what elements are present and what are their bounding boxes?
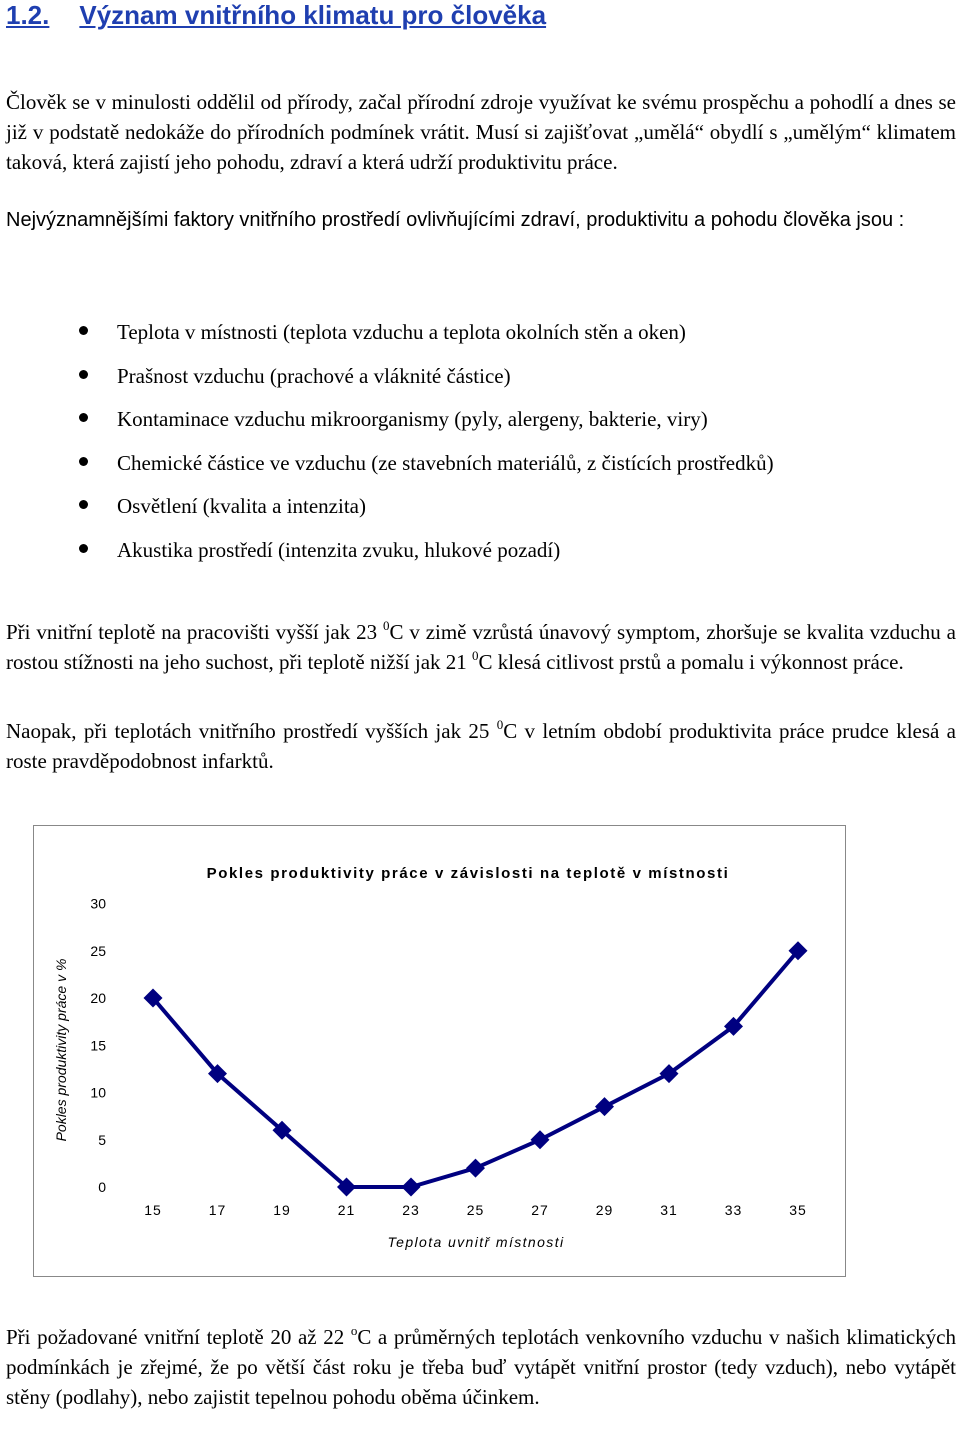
y-tick-label: 15 (90, 1037, 106, 1054)
y-tick-label: 25 (90, 942, 106, 959)
list-item: Osvětlení (kvalita a intenzita) (0, 490, 960, 534)
chart-title: Pokles produktivity práce v závislosti na teplotě v místnosti (206, 865, 730, 882)
intro-paragraph: Člověk se v minulosti oddělil od přírody, začal přírodní zdroje využívat ke svému prospěchu a pohodlí a dnes se již v podstatě nedokáže do přírodních podmínek vrátit. Musí si zajišťovat „umělá“ obydlí s „umělým“ klimatem taková, která zajistí jeho pohodu, zdraví a která udrží produktivitu práce. (6, 90, 956, 174)
data-point-marker (531, 1130, 550, 1149)
list-item: Chemické částice ve vzduchu (ze stavebních materiálů, z čistících prostředků) (0, 447, 960, 491)
factors-intro-paragraph: Nejvýznamnějšími faktory vnitřního prostředí ovlivňujícími zdraví, produktivitu a pohodu člověka jsou : (6, 209, 905, 231)
x-tick-label: 33 (724, 1202, 743, 1218)
x-tick-label: 23 (402, 1202, 420, 1218)
x-tick-label: 29 (595, 1202, 614, 1218)
x-axis-label: Teplota uvnitř místnosti (387, 1234, 565, 1250)
list-item: Kontaminace vzduchu mikroorganismy (pyly, alergeny, bakterie, viry) (0, 403, 960, 447)
x-tick-label: 21 (337, 1202, 356, 1218)
x-tick-label: 25 (466, 1202, 485, 1218)
x-tick-label: 31 (660, 1202, 678, 1218)
x-tick-label: 35 (789, 1202, 807, 1218)
x-tick-label: 19 (273, 1202, 291, 1218)
data-point-marker (595, 1097, 614, 1116)
x-tick-label: 27 (531, 1202, 549, 1218)
data-line (153, 951, 798, 1187)
list-item: Prašnost vzduchu (prachové a vláknité částice) (0, 360, 960, 404)
y-tick-label: 30 (90, 895, 106, 912)
section-number: 1.2. (6, 0, 50, 30)
winter-temperature-paragraph: Při vnitřní teplotě na pracovišti vyšší jak 23 $^0$C v zimě vzrůstá únavový symptom, zhoršuje se kvalita vzduchu a rostou stížnosti na jeho suchost, při teplotě nižší jak 21 $^0$C klesá citlivost prstů a pomalu i výkonnost práce. (6, 618, 956, 674)
data-point-marker (402, 1178, 421, 1197)
y-tick-label: 10 (90, 1084, 106, 1101)
x-tick-label: 17 (208, 1202, 227, 1218)
y-tick-label: 0 (98, 1179, 106, 1195)
list-item: Teplota v místnosti (teplota vzduchu a teplota okolních stěn a oken) (0, 316, 960, 360)
data-point-marker (466, 1159, 485, 1178)
y-tick-label: 5 (98, 1131, 106, 1148)
section-title: Význam vnitřního klimatu pro člověka (79, 0, 547, 30)
list-item: Akustika prostředí (intenzita zvuku, hlukové pozadí) (0, 534, 960, 578)
summer-temperature-paragraph: Naopak, při teplotách vnitřního prostředí vyšších jak 25 $^0$C v letním období produktivita práce prudce klesá a roste pravděpodobnost infarktů. (6, 717, 956, 773)
y-axis-label: Pokles produktivity práce v % (53, 958, 69, 1142)
y-tick-label: 20 (90, 990, 106, 1006)
heating-paragraph: Při požadované vnitřní teplotě 20 až 22 $^o$C a průměrných teplotách venkovního vzduchu v našich klimatických podmínkách je zřejmé, že po větší část roku je třeba buď vytápět vnitřní prostor (tedy vzduch), nebo vytápět stěny (podlahy), nebo zajistit tepelnou pohodu oběma účinkem. (6, 1323, 956, 1409)
x-tick-label: 15 (144, 1202, 162, 1218)
